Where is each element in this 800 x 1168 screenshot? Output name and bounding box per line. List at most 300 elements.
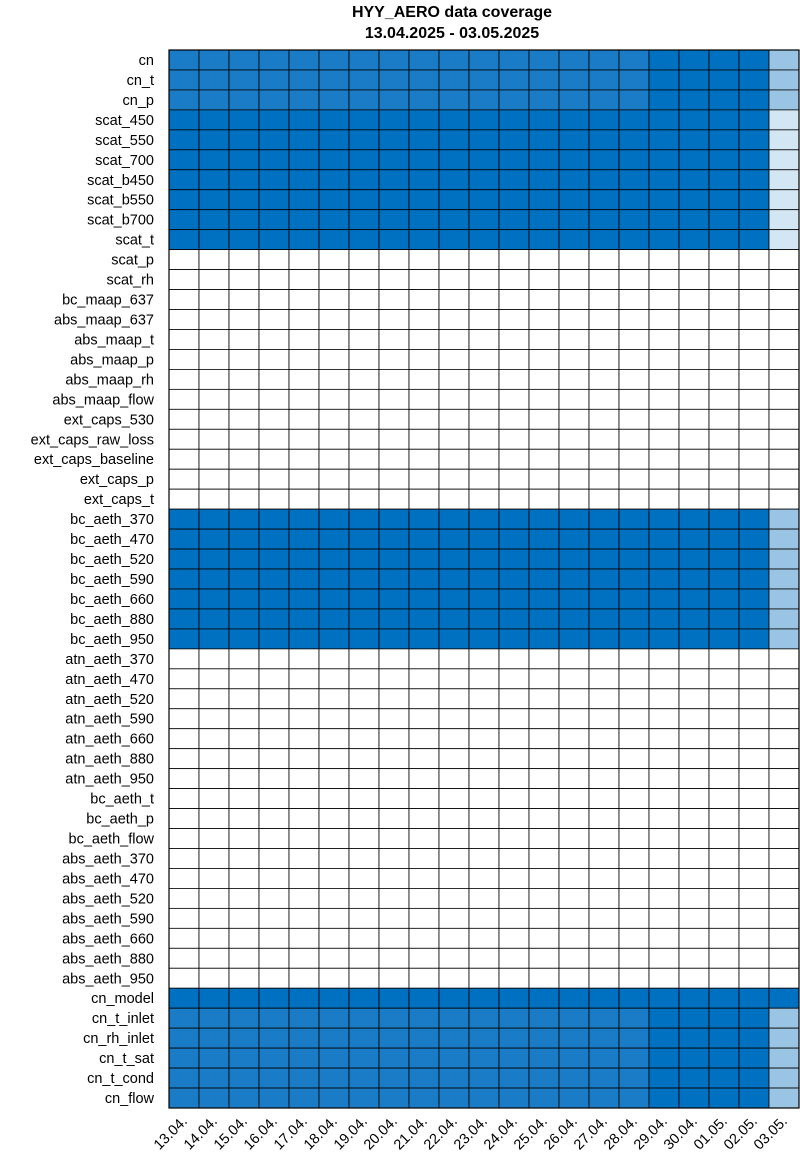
heatmap-cell [289,928,319,948]
heatmap-cell [739,150,769,170]
heatmap-cell [499,190,529,210]
heatmap-cell [379,868,409,888]
heatmap-cell [319,50,349,70]
heatmap-cell [559,210,589,230]
row-label: bc_aeth_880 [70,611,154,628]
heatmap-cell [439,888,469,908]
heatmap-cell [439,589,469,609]
heatmap-cell [469,150,499,170]
heatmap-cell [559,310,589,330]
heatmap-cell [289,729,319,749]
heatmap-cell [769,329,799,349]
heatmap-cell [289,809,319,829]
heatmap-cell [649,649,679,669]
heatmap-cell [649,669,679,689]
heatmap-cell [379,469,409,489]
heatmap-cell [739,928,769,948]
heatmap-cell [169,349,199,369]
heatmap-cell [679,210,709,230]
heatmap-cell [469,968,499,988]
heatmap-cell [439,70,469,90]
heatmap-cell [199,988,229,1008]
heatmap-cell [679,529,709,549]
heatmap-cell [619,110,649,130]
heatmap-cell [679,1048,709,1068]
heatmap-cell [259,310,289,330]
heatmap-cell [259,789,289,809]
heatmap-cell [499,1088,529,1108]
heatmap-cell [529,888,559,908]
heatmap-cell [619,469,649,489]
heatmap-cell [499,769,529,789]
heatmap-cell [289,250,319,270]
heatmap-cell [379,369,409,389]
heatmap-cell [739,190,769,210]
heatmap-cell [379,928,409,948]
row-label: bc_aeth_370 [70,512,154,529]
heatmap-cell [529,809,559,829]
heatmap-cell [499,469,529,489]
heatmap-cell [469,369,499,389]
heatmap-cell [559,70,589,90]
heatmap-cell [199,589,229,609]
heatmap-cell [259,868,289,888]
heatmap-cell [349,230,379,250]
heatmap-cell [769,170,799,190]
heatmap-cell [169,569,199,589]
heatmap-cell [229,809,259,829]
heatmap-cell [529,1008,559,1028]
heatmap-cell [199,1008,229,1028]
heatmap-cell [409,988,439,1008]
heatmap-cell [349,509,379,529]
heatmap-cell [229,1028,259,1048]
heatmap-cell [589,1068,619,1088]
heatmap-cell [319,829,349,849]
heatmap-cell [619,1068,649,1088]
heatmap-cell [469,789,499,809]
heatmap-cell [619,769,649,789]
heatmap-cell [589,848,619,868]
heatmap-cell [319,170,349,190]
heatmap-cell [199,888,229,908]
heatmap-cell [499,349,529,369]
heatmap-cell [409,968,439,988]
heatmap-cell [589,948,619,968]
heatmap-cell [679,1008,709,1028]
heatmap-cell [349,469,379,489]
heatmap-cell [169,689,199,709]
heatmap-cell [439,150,469,170]
heatmap-cell [679,90,709,110]
heatmap-cell [409,290,439,310]
heatmap-cell [409,1068,439,1088]
heatmap-cell [559,569,589,589]
heatmap-cell [439,329,469,349]
heatmap-cell [229,389,259,409]
heatmap-cell [679,948,709,968]
heatmap-cell [319,669,349,689]
heatmap-cell [409,429,439,449]
heatmap-cell [199,329,229,349]
heatmap-cell [409,629,439,649]
heatmap-cell [229,649,259,669]
heatmap-cell [259,928,289,948]
heatmap-cell [229,669,259,689]
heatmap-cell [199,968,229,988]
heatmap-cell [349,709,379,729]
heatmap-cell [379,190,409,210]
heatmap-cell [709,988,739,1008]
heatmap-cell [169,809,199,829]
heatmap-cell [379,1028,409,1048]
heatmap-cell [169,1028,199,1048]
heatmap-cell [589,369,619,389]
heatmap-cell [379,110,409,130]
heatmap-cell [769,569,799,589]
heatmap-cell [199,290,229,310]
heatmap-cell [259,709,289,729]
heatmap-cell [349,50,379,70]
heatmap-cell [319,789,349,809]
heatmap-cell [709,569,739,589]
heatmap-cell [439,310,469,330]
heatmap-cell [289,1068,319,1088]
heatmap-cell [529,1028,559,1048]
heatmap-cell [199,729,229,749]
heatmap-cell [589,429,619,449]
heatmap-cell [769,310,799,330]
heatmap-cell [559,250,589,270]
heatmap-cell [499,369,529,389]
heatmap-cell [319,369,349,389]
heatmap-cell [229,170,259,190]
heatmap-cell [409,549,439,569]
heatmap-cell [349,888,379,908]
heatmap-cell [469,409,499,429]
heatmap-cell [439,649,469,669]
heatmap-cell [289,589,319,609]
heatmap-cell [589,629,619,649]
heatmap-cell [409,110,439,130]
heatmap-cell [649,250,679,270]
heatmap-cell [679,449,709,469]
heatmap-cell [319,569,349,589]
heatmap-cell [559,829,589,849]
heatmap-cell [679,70,709,90]
heatmap-cell [409,1008,439,1028]
heatmap-cell [649,429,679,449]
heatmap-cell [709,190,739,210]
heatmap-cell [739,689,769,709]
heatmap-cell [469,948,499,968]
heatmap-cell [559,928,589,948]
heatmap-cell [289,150,319,170]
heatmap-cell [499,569,529,589]
heatmap-cell [439,170,469,190]
heatmap-cell [439,190,469,210]
heatmap-cell [649,389,679,409]
heatmap-cell [619,649,649,669]
heatmap-cell [229,908,259,928]
heatmap-cell [349,409,379,429]
heatmap-cell [679,290,709,310]
heatmap-cell [619,848,649,868]
heatmap-cell [229,469,259,489]
heatmap-cell [619,669,649,689]
heatmap-cell [199,449,229,469]
heatmap-cell [739,270,769,290]
heatmap-cell [349,190,379,210]
heatmap-cell [439,629,469,649]
heatmap-cell [769,349,799,369]
heatmap-cell [619,449,649,469]
heatmap-cell [439,968,469,988]
heatmap-cell [409,928,439,948]
heatmap-cell [739,329,769,349]
heatmap-cell [559,729,589,749]
heatmap-cell [619,70,649,90]
heatmap-cell [769,689,799,709]
heatmap-cell [739,210,769,230]
heatmap-cell [529,190,559,210]
heatmap-cell [229,369,259,389]
heatmap-cell [589,1088,619,1108]
heatmap-cell [529,250,559,270]
heatmap-cell [469,1028,499,1048]
heatmap-cell [649,1068,679,1088]
heatmap-cell [649,928,679,948]
heatmap-cell [379,409,409,429]
heatmap-cell [739,469,769,489]
heatmap-cell [259,190,289,210]
heatmap-cell [649,569,679,589]
heatmap-cell [769,928,799,948]
heatmap-cell [259,848,289,868]
heatmap-cell [709,1088,739,1108]
heatmap-cell [469,509,499,529]
row-label: cn_rh_inlet [83,1031,154,1048]
row-label: scat_b700 [87,212,154,229]
heatmap-cell [649,270,679,290]
heatmap-cell [739,988,769,1008]
heatmap-cell [589,449,619,469]
heatmap-cell [409,649,439,669]
heatmap-cell [229,1088,259,1108]
heatmap-cell [289,689,319,709]
heatmap-cell [409,170,439,190]
heatmap-cell [229,1008,259,1028]
heatmap-cell [199,569,229,589]
heatmap-cell [679,170,709,190]
heatmap-cell [559,968,589,988]
heatmap-cell [739,1088,769,1108]
heatmap-cell [169,829,199,849]
heatmap-cell [469,290,499,310]
heatmap-cell [289,90,319,110]
heatmap-cell [709,549,739,569]
heatmap-cell [169,868,199,888]
heatmap-cell [199,868,229,888]
heatmap-cell [529,669,559,689]
heatmap-cell [499,270,529,290]
heatmap-cell [619,569,649,589]
heatmap-cell [679,888,709,908]
heatmap-cell [499,669,529,689]
heatmap-cell [169,1068,199,1088]
row-label: abs_maap_rh [65,372,154,389]
heatmap-cell [679,329,709,349]
heatmap-cell [229,569,259,589]
heatmap-cell [769,609,799,629]
heatmap-cell [499,988,529,1008]
heatmap-cell [229,848,259,868]
heatmap-cell [319,549,349,569]
heatmap-cell [259,90,289,110]
heatmap-cell [679,789,709,809]
heatmap-cell [769,749,799,769]
heatmap-cell [229,928,259,948]
heatmap-cell [469,729,499,749]
heatmap-cell [319,329,349,349]
heatmap-cell [439,928,469,948]
heatmap-cell [709,349,739,369]
heatmap-cell [769,150,799,170]
column-label: 21.04. [390,1113,431,1154]
heatmap-cell [769,908,799,928]
heatmap-cell [169,948,199,968]
heatmap-cell [559,888,589,908]
heatmap-cell [259,769,289,789]
heatmap-cell [349,449,379,469]
heatmap-cell [679,669,709,689]
heatmap-cell [469,469,499,489]
heatmap-cell [769,270,799,290]
heatmap-cell [589,649,619,669]
heatmap-cell [199,829,229,849]
heatmap-cell [349,908,379,928]
heatmap-cell [619,829,649,849]
heatmap-cell [259,369,289,389]
heatmap-cell [649,110,679,130]
heatmap-cell [649,190,679,210]
heatmap-cell [289,50,319,70]
heatmap-cell [619,310,649,330]
heatmap-cell [499,689,529,709]
heatmap-cell [169,1088,199,1108]
heatmap-cell [709,848,739,868]
heatmap-cell [319,809,349,829]
heatmap-cell [199,1088,229,1108]
row-label: scat_450 [95,112,154,129]
heatmap-cell [589,210,619,230]
heatmap-cell [229,789,259,809]
heatmap-cell [679,629,709,649]
heatmap-cell [589,290,619,310]
heatmap-cell [229,689,259,709]
heatmap-cell [319,130,349,150]
heatmap-cell [529,529,559,549]
heatmap-cell [469,928,499,948]
heatmap-cell [619,1008,649,1028]
heatmap-cell [379,968,409,988]
heatmap-cell [709,50,739,70]
heatmap-cell [769,529,799,549]
heatmap-cell [319,210,349,230]
heatmap-cell [349,429,379,449]
heatmap-cell [709,130,739,150]
heatmap-cell [679,1028,709,1048]
heatmap-cell [709,729,739,749]
heatmap-cells [169,50,799,1108]
heatmap-cell [379,829,409,849]
heatmap-cell [289,769,319,789]
heatmap-cell [679,150,709,170]
heatmap-cell [739,609,769,629]
heatmap-cell [709,290,739,310]
heatmap-cell [409,848,439,868]
heatmap-cell [409,70,439,90]
heatmap-cell [769,369,799,389]
row-label: abs_aeth_950 [62,971,154,988]
heatmap-cell [469,429,499,449]
heatmap-cell [499,609,529,629]
column-label: 01.05. [690,1113,731,1154]
heatmap-cell [169,389,199,409]
heatmap-cell [199,609,229,629]
heatmap-cell [559,389,589,409]
heatmap-cell [409,369,439,389]
heatmap-cell [709,429,739,449]
heatmap-cell [739,1048,769,1068]
heatmap-cell [319,449,349,469]
heatmap-cell [739,50,769,70]
heatmap-cell [229,489,259,509]
heatmap-cell [709,170,739,190]
column-label: 18.04. [300,1113,341,1154]
heatmap-cell [499,649,529,669]
heatmap-cell [589,190,619,210]
heatmap-cell [769,1008,799,1028]
heatmap-cell [169,509,199,529]
heatmap-cell [769,429,799,449]
row-label: bc_aeth_660 [70,591,154,608]
heatmap-cell [319,230,349,250]
heatmap-cell [529,1068,559,1088]
heatmap-cell [739,369,769,389]
heatmap-cell [409,190,439,210]
heatmap-cell [529,968,559,988]
heatmap-cell [319,1068,349,1088]
heatmap-cell [709,270,739,290]
heatmap-cell [709,329,739,349]
heatmap-cell [379,489,409,509]
heatmap-cell [529,689,559,709]
heatmap-cell [289,130,319,150]
heatmap-cell [349,1068,379,1088]
heatmap-cell [679,709,709,729]
row-label: ext_caps_raw_loss [30,432,154,449]
heatmap-cell [739,649,769,669]
heatmap-cell [199,409,229,429]
heatmap-cell [589,988,619,1008]
heatmap-cell [589,270,619,290]
heatmap-cell [169,90,199,110]
heatmap-cell [169,928,199,948]
heatmap-cell [259,389,289,409]
heatmap-cell [619,809,649,829]
heatmap-cell [559,290,589,310]
